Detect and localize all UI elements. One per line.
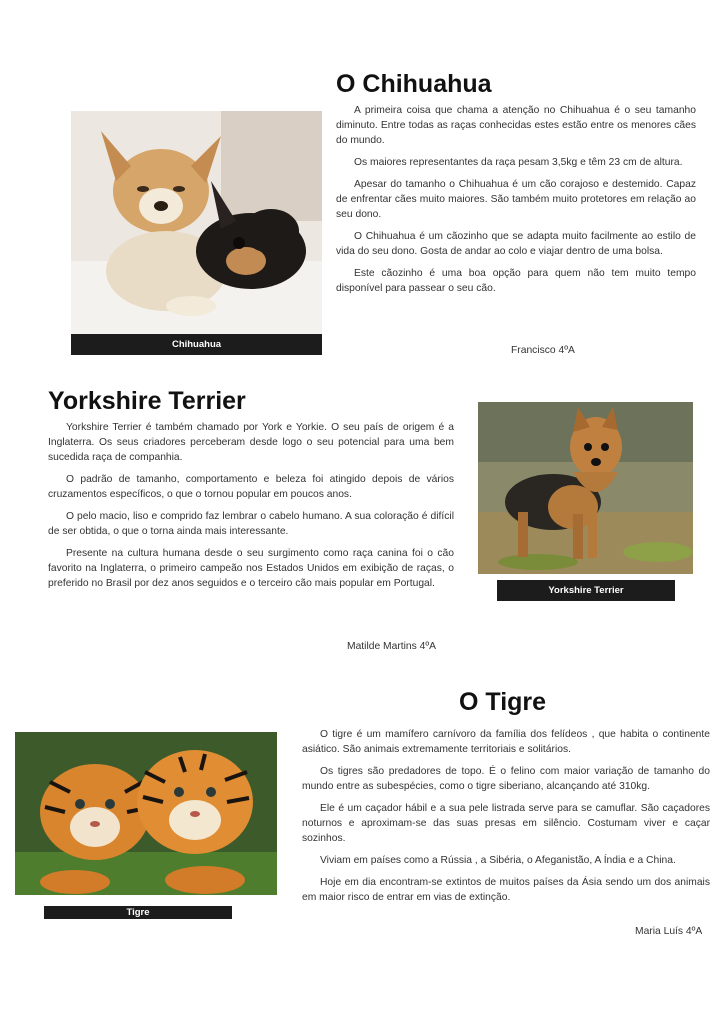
chihuahua-paragraph: O Chihuahua é um cãozinho que se adapta muito facilmente ao estilo de vida do seu dono. Gosta de andar ao colo e viajar dentro de uma bolsa. xyxy=(336,231,696,257)
chihuahua-paragraph: Os maiores representantes da raça pesam 3,5kg e têm 23 cm de altura. xyxy=(354,157,683,168)
chihuahua-paragraph: A primeira coisa que chama a atenção no Chihuahua é o seu tamanho diminuto. Entre todas as raças conhecidas estes estão entre os menores cães do mundo. xyxy=(336,105,696,146)
yorkshire-paragraph: O pelo macio, liso e comprido faz lembrar o cabelo humano. A sua coloração é difícil de ser obtida, o que o torna ainda mais interessante. xyxy=(48,511,454,537)
yorkshire-photo xyxy=(478,402,693,574)
yorkshire-text xyxy=(48,420,454,598)
chihuahua-photo xyxy=(71,111,322,334)
yorkshire-paragraph: O padrão de tamanho, comportamento e beleza foi atingido depois de vários cruzamentos específicos, o que o tornou popular em poucos anos. xyxy=(48,474,454,500)
yorkshire-author: Matilde Martins 4ºA xyxy=(347,641,437,652)
chihuahua-paragraph: Apesar do tamanho o Chihuahua é um cão corajoso e destemido. Capaz de enfrentar cães muito maiores. São também muito protetores em relação ao seu dono. xyxy=(336,179,696,220)
tigre-author: Maria Luís 4ºA xyxy=(635,926,703,937)
tigre-title: O Tigre xyxy=(459,688,547,716)
tigre-paragraph: Os tigres são predadores de topo. É o felino com maior variação de tamanho do mundo entre as subespécies, como o tigre siberiano, alcançando até 310kg. xyxy=(302,766,710,792)
yorkshire-paragraph: Presente na cultura humana desde o seu surgimento como raça canina foi o cão favorito na Inglaterra, o primeiro campeão nos Estados Unidos em exibição de raças, o preferido no Brasil por dez anos seguidos e o terceiro cão mais popular em Portugal. xyxy=(48,548,454,589)
tigre-text xyxy=(302,727,710,912)
tigre-paragraph: Hoje em dia encontram-se extintos de muitos países da Ásia sendo um dos animais em maior risco de entrar em vias de extinção. xyxy=(302,877,710,903)
tigre-caption: Tigre xyxy=(44,906,232,919)
tigre-paragraph: Ele é um caçador hábil e a sua pele listrada serve para se camuflar. São caçadores noturnos e aproximam-se das suas presas em silêncio. Costumam viver e caçar sozinhos. xyxy=(302,803,710,844)
chihuahua-text xyxy=(336,103,696,303)
tigre-paragraph: O tigre é um mamífero carnívoro da família dos felídeos , que habita o continente asiático. São animais extremamente territoriais e solitários. xyxy=(302,729,710,755)
tigre-paragraph: Viviam em países como a Rússia , a Sibéria, o Afeganistão, A Índia e a China. xyxy=(320,855,676,866)
chihuahua-author: Francisco 4ºA xyxy=(511,345,575,356)
chihuahua-caption: Chihuahua xyxy=(71,334,322,355)
yorkshire-caption: Yorkshire Terrier xyxy=(497,580,675,601)
chihuahua-paragraph: Este cãozinho é uma boa opção para quem não tem muito tempo disponível para passear o seu cão. xyxy=(336,268,696,294)
yorkshire-paragraph: Yorkshire Terrier é também chamado por York e Yorkie. O seu país de origem é a Inglaterra. Os seus criadores perceberam desde logo o seu potencial para uma bem sucedida raça de companhia. xyxy=(48,422,454,463)
yorkshire-title: Yorkshire Terrier xyxy=(48,387,246,415)
tigre-photo xyxy=(15,732,277,895)
chihuahua-title: O Chihuahua xyxy=(336,70,492,98)
